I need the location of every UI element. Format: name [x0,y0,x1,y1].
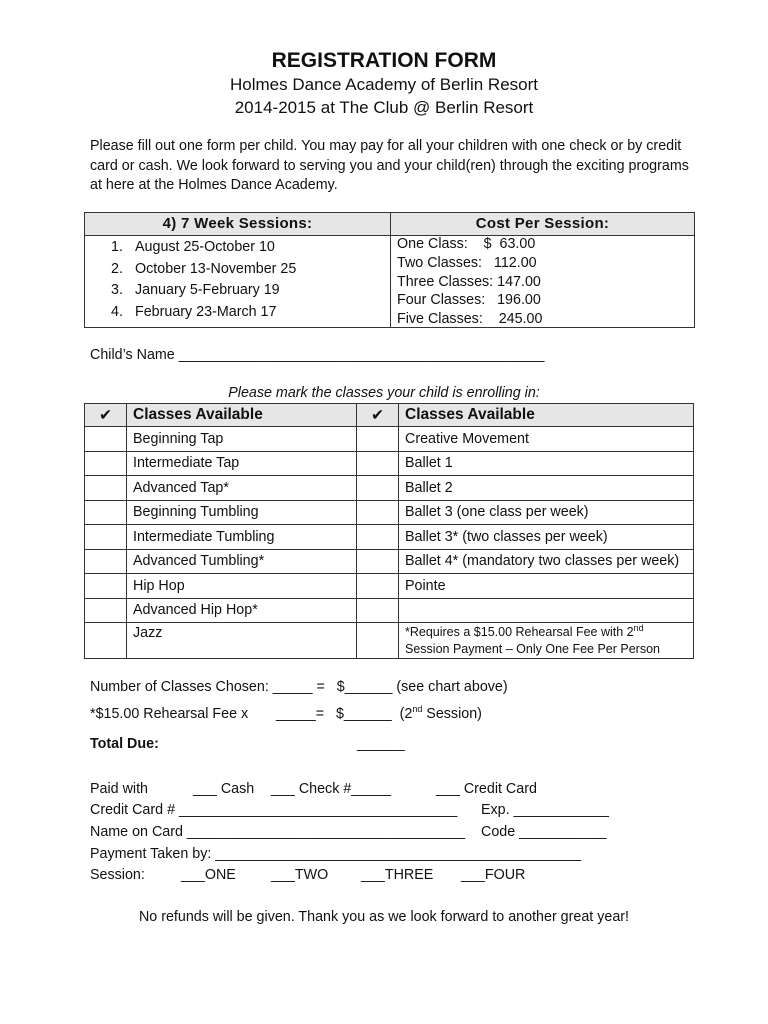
class-name: Ballet 1 [399,451,694,476]
class-name: Advanced Hip Hop* [127,598,357,623]
child-name-field[interactable]: Child’s Name ______________________________________________ [90,347,545,363]
cost-item: Two Classes: 112.00 [397,254,537,271]
table-row [85,549,694,574]
class-checkbox[interactable] [357,623,399,659]
class-checkbox[interactable] [85,549,127,574]
intro-paragraph: Please fill out one form per child. You may pay for all your children with one check or by credit card or cash. We look forward to serving you and your child(ren) through the exciting programs at here at the Holmes Dance Academy. [90,138,689,193]
class-name: Hip Hop [127,574,357,599]
season-location: 2014-2015 at The Club @ Berlin Resort [234,98,534,117]
table-row [85,500,694,525]
card-code-field[interactable]: Code ___________ [481,824,607,840]
class-name: Pointe [399,574,694,599]
table-row [85,598,694,623]
class-name: Ballet 2 [399,476,694,501]
cost-item: Three Classes: 147.00 [397,273,541,290]
class-instructions: Please mark the classes your child is enrolling in: [228,385,540,401]
class-checkbox[interactable] [85,427,127,452]
check-header-icon: ✔ [85,404,127,427]
class-checkbox[interactable] [85,574,127,599]
table-row [85,427,694,452]
table-row [85,623,694,659]
class-checkbox[interactable] [357,500,399,525]
expiration-field[interactable]: Exp. ____________ [481,802,609,818]
classes-header: Classes Available [399,404,694,427]
rehearsal-fee-field[interactable]: *$15.00 Rehearsal Fee x _____= $______ (2nd Session) [90,704,482,722]
class-checkbox[interactable] [357,476,399,501]
rehearsal-fee-note: *Requires a $15.00 Rehearsal Fee with 2nd Session Payment – Only One Fee Per Person [399,623,694,659]
class-checkbox[interactable] [85,525,127,550]
credit-card-number-field[interactable]: Credit Card # ___________________________________ [90,802,458,818]
classes-header: Classes Available [127,404,357,427]
class-checkbox[interactable] [85,476,127,501]
check-option[interactable]: ___ Check #_____ [271,781,392,797]
class-name: Ballet 3 (one class per week) [399,500,694,525]
class-checkbox[interactable] [357,525,399,550]
total-due-label: Total Due: [90,736,159,752]
class-name: Jazz [127,623,357,659]
table-row [85,476,694,501]
session-label: Session: [90,867,145,883]
table-row [85,574,694,599]
cash-option[interactable]: ___ Cash [193,781,255,797]
class-name: Beginning Tumbling [127,500,357,525]
class-checkbox[interactable] [357,598,399,623]
form-title: REGISTRATION FORM [271,49,497,72]
sessions-header: 4) 7 Week Sessions: [85,213,391,236]
class-name: Creative Movement [399,427,694,452]
payment-taken-by-field[interactable]: Payment Taken by: ______________________________________________ [90,846,582,862]
cost-header: Cost Per Session: [391,213,694,236]
class-checkbox[interactable] [357,549,399,574]
class-name: Intermediate Tumbling [127,525,357,550]
total-due-field[interactable]: ______ [357,736,405,752]
class-checkbox[interactable] [85,500,127,525]
cost-item: Five Classes: 245.00 [397,311,543,328]
class-name [399,598,694,623]
session-item: 4. February 23-March 17 [111,303,277,320]
class-name: Ballet 4* (mandatory two classes per week) [399,549,694,574]
class-name: Ballet 3* (two classes per week) [399,525,694,550]
class-checkbox[interactable] [357,574,399,599]
class-checkbox[interactable] [85,451,127,476]
class-name: Advanced Tumbling* [127,549,357,574]
academy-name: Holmes Dance Academy of Berlin Resort [229,75,539,94]
session-one-option[interactable]: ___ONE [181,867,236,883]
class-checkbox[interactable] [85,598,127,623]
class-checkbox[interactable] [85,623,127,659]
footer-note: No refunds will be given. Thank you as we look forward to another great year! [138,909,630,925]
cost-item: One Class: $ 63.00 [397,236,536,252]
session-list [111,237,296,323]
session-item: 1. August 25-October 10 [111,239,275,255]
credit-card-option[interactable]: ___ Credit Card [436,781,537,797]
paid-with-label: Paid with [90,781,149,797]
check-header-icon: ✔ [357,404,399,427]
class-name: Intermediate Tap [127,451,357,476]
classes-table [84,403,694,659]
table-divider [390,213,391,327]
class-checkbox[interactable] [357,427,399,452]
session-three-option[interactable]: ___THREE [361,867,434,883]
class-checkbox[interactable] [357,451,399,476]
class-name: Advanced Tap* [127,476,357,501]
table-row [85,525,694,550]
cost-list [397,235,542,329]
session-two-option[interactable]: ___TWO [271,867,329,883]
cost-item: Four Classes: 196.00 [397,292,541,309]
session-item: 2. October 13-November 25 [111,260,297,277]
session-item: 3. January 5-February 19 [111,282,280,298]
table-row [85,451,694,476]
class-name: Beginning Tap [127,427,357,452]
name-on-card-field[interactable]: Name on Card ___________________________________ [90,824,466,840]
sessions-table [84,212,695,328]
session-four-option[interactable]: ___FOUR [461,867,526,883]
classes-chosen-field[interactable]: Number of Classes Chosen: _____ = $______ (see chart above) [90,679,508,695]
